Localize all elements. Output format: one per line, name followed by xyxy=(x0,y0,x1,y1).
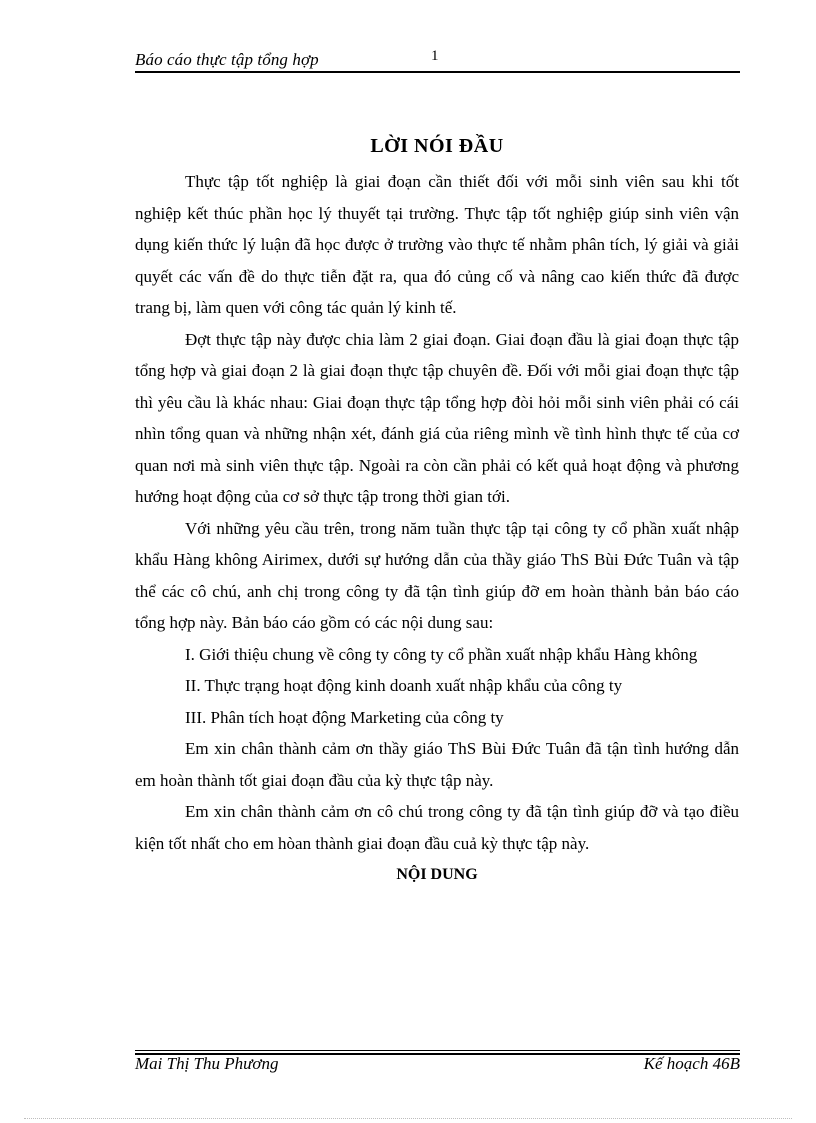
paragraph: Với những yêu cầu trên, trong năm tuần thực tập tại công ty cổ phần xuất nhập khẩu Hàng không Airimex, dưới sự hướng dẫn của thầy giáo ThS Bùi Đức Tuân và tập thể các cô chú, anh chị trong công ty đã tận tình giúp đỡ em hoàn thành bản báo cáo tổng hợp này. Bản báo cáo gồm có các nội dung sau: xyxy=(135,518,739,632)
paragraph: Em xin chân thành cảm ơn thầy giáo ThS Bùi Đức Tuân đã tận tình hướng dẫn em hoàn thành tốt giai đoạn đầu của kỳ thực tập này. xyxy=(135,739,739,790)
page-header xyxy=(135,48,740,72)
paragraph: Đợt thực tập này được chia làm 2 giai đoạn. Giai đoạn đầu là giai đoạn thực tập tổng hợp và giai đoạn 2 là giai đoạn thực tập chuyên đề. Đối với mỗi giai đoạn thực tập thì yêu cầu là khác nhau: Giai đoạn thực tập tổng hợp đòi hỏi mỗi sinh viên phải có cái nhìn tổng quan và những nhận xét, đánh giá của riêng mình về tình hình thực tế của cơ quan nơi mà sinh viên thực tập. Ngoài ra còn cần phải có kết quả hoạt động và phương hướng hoạt động của cơ sở thực tập trong thời gian tới. xyxy=(135,329,739,506)
content-list-item: I. Giới thiệu chung về công ty công ty cổ phần xuất nhập khẩu Hàng không xyxy=(185,644,698,664)
paragraph: Em xin chân thành cảm ơn cô chú trong công ty đã tận tình giúp đỡ và tạo điều kiện tốt nhất cho em hòan thành giai đoạn đầu cuả kỳ thực tập này. xyxy=(135,802,739,853)
footer-author: Mai Thị Thu Phương xyxy=(135,1054,279,1073)
footer-class: Kế hoạch 46B xyxy=(643,1054,740,1073)
footer-divider xyxy=(135,1050,740,1051)
paragraph: Thực tập tốt nghiệp là giai đoạn cần thiết đối với mỗi sinh viên sau khi tốt nghiệp kết thúc phần học lý thuyết tại trường. Thực tập tốt nghiệp giúp sinh viên vận dụng kiến thức lý luận đã học được ở trường vào thực tế nhằm phân tích, lý giải và giải quyết các vấn đề do thực tiễn đặt ra, qua đó củng cố và nâng cao kiến thức đã được trang bị, làm quen với công tác quản lý kinh tế. xyxy=(135,172,739,317)
document-body xyxy=(135,126,739,891)
section-heading: NỘI DUNG xyxy=(396,866,478,883)
content-list-item: III. Phân tích hoạt động Marketing của công ty xyxy=(185,707,504,727)
header-title: Báo cáo thực tập tổng hợp xyxy=(135,50,319,69)
document-title: LỜI NÓI ĐẦU xyxy=(370,135,504,157)
page-edge-divider xyxy=(24,1118,792,1119)
page-number: 1 xyxy=(431,48,439,64)
content-list-item: II. Thực trạng hoạt động kinh doanh xuất nhập khẩu của công ty xyxy=(185,676,623,695)
header-divider xyxy=(135,71,740,73)
